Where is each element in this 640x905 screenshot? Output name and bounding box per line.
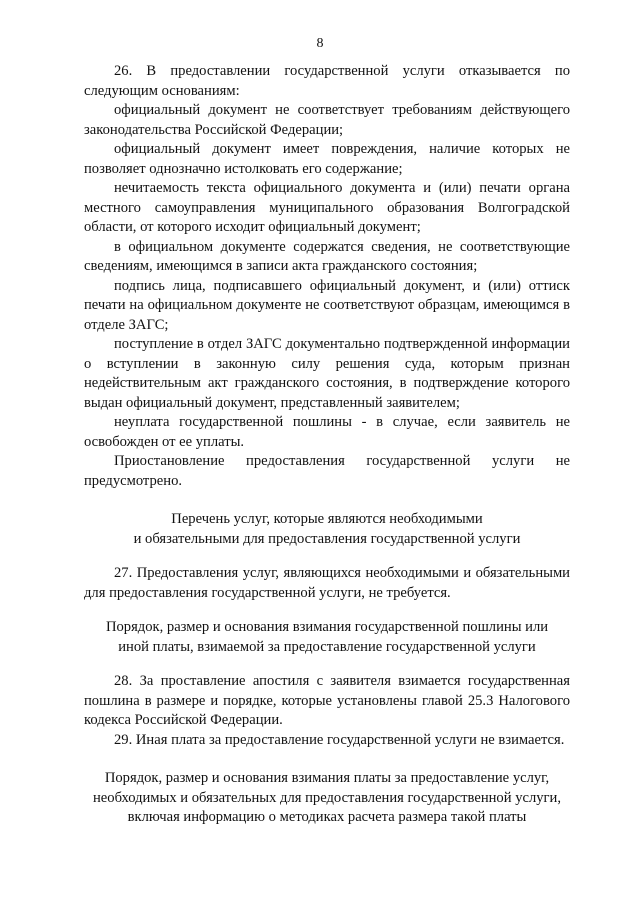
refusal-ground: поступление в отдел ЗАГС документально подтвержденной информации о вступлении в законную силу решения суда, которым признан недействительным акт гражданского состояния, в подтверждение которого выдан официальный документ, представленный заявителем; [84,336,570,411]
heading-line: Перечень услуг, которые являются необходимыми [171,511,483,527]
refusal-ground: нечитаемость текста официального документа и (или) печати органа местного самоуправления муниципального образования Волгоградской области, от которого исходит официальный документ; [84,180,570,235]
paragraph-29: 29. Иная плата за предоставление государственной услуги не взимается. [114,731,565,748]
heading-line: Порядок, размер и основания взимания государственной пошлины или [105,619,549,635]
paragraph-26-intro: 26. В предоставлении государственной услуги отказывается по следующим основаниям: [84,63,570,99]
refusal-ground: официальный документ имеет повреждения, наличие которых не позволяет однозначно истолковать его содержание; [84,141,570,177]
document-body [84,62,570,828]
suspension-note: Приостановление предоставления государственной услуги не предусмотрено. [84,453,570,489]
heading-line: Порядок, размер и основания взимания платы за предоставление услуг, [104,770,550,786]
section-heading-state-fee [84,618,570,657]
refusal-ground: неуплата государственной пошлины - в случае, если заявитель не освобожден от ее уплаты. [84,414,570,450]
refusal-ground: официальный документ не соответствует требованиям действующего законодательства Российской Федерации; [84,102,570,138]
refusal-ground: в официальном документе содержатся сведения, не соответствующие сведениям, имеющимся в записи акта гражданского состояния; [84,238,570,274]
page-number: 8 [316,36,324,51]
section-heading-service-fee [84,769,570,828]
paragraph-27: 27. Предоставления услуг, являющихся необходимыми и обязательными для предоставления государственной услуги, не требуется. [84,565,570,601]
heading-line: и обязательными для предоставления государственной услуги [133,530,521,547]
heading-line: иной платы, взимаемой за предоставление государственной услуги [118,638,536,655]
paragraph-28: 28. За проставление апостиля с заявителя взимается государственная пошлина в размере и порядке, которые установлены главой 25.3 Налогового кодекса Российской Федерации. [84,673,570,728]
section-heading-required-services [84,510,570,549]
heading-line: необходимых и обязательных для предоставления государственной услуги, [93,789,561,806]
heading-line: включая информацию о методиках расчета размера такой платы [127,809,527,825]
refusal-ground: подпись лица, подписавшего официальный документ, и (или) оттиск печати на официальном документе не соответствуют образцам, имеющимся в отделе ЗАГС; [84,277,570,333]
